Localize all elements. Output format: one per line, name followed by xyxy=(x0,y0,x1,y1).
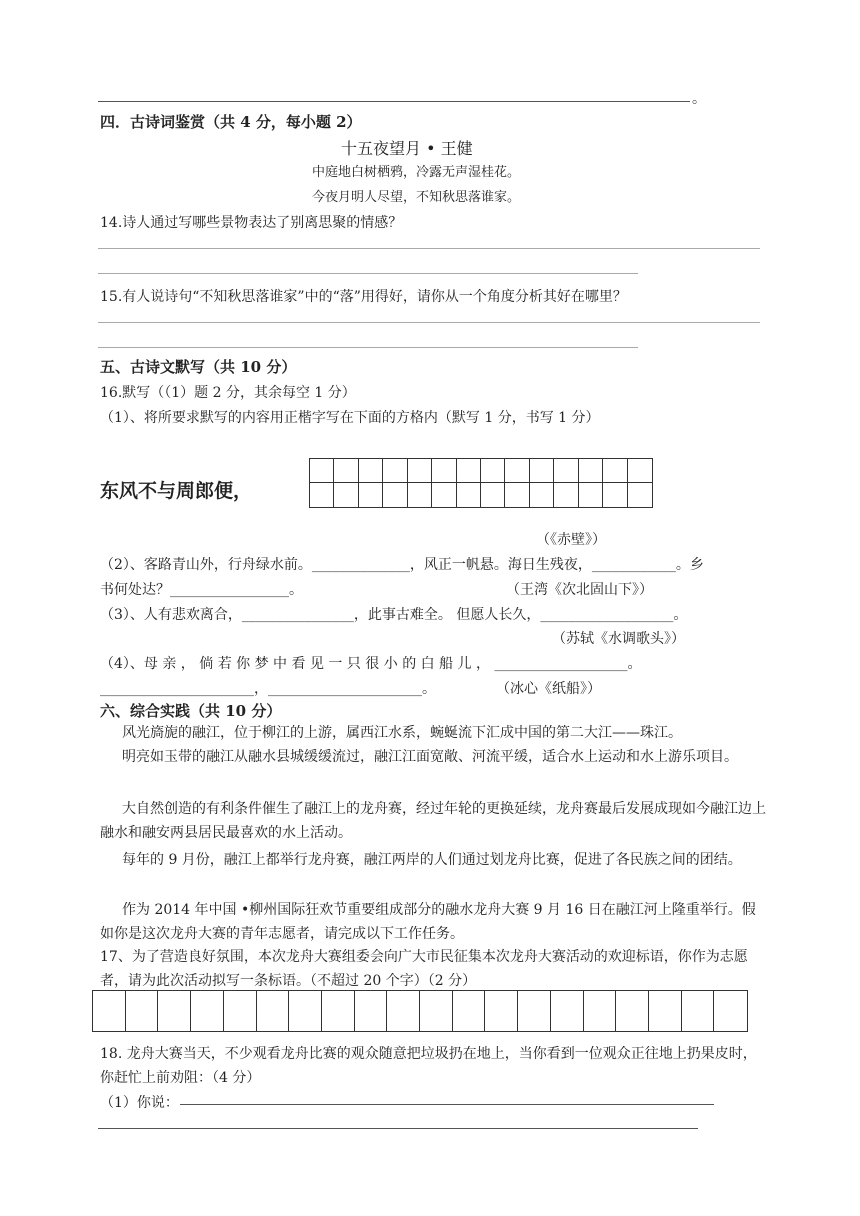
passage-paragraph: 每年的 9 月份，融江上都举行龙舟赛，融江两岸的人们通过划龙舟比赛，促进了各民族之间的团结。 xyxy=(122,852,742,868)
question-16-2-cont: 书何处达？_________________。 xyxy=(100,582,303,598)
answer-line[interactable] xyxy=(98,347,638,348)
poem-source: （苏轼《水调歌头》） xyxy=(552,631,685,647)
question-16: 16.默写（（1）题 2 分，其余每空 1 分） xyxy=(100,385,356,401)
section-heading-5: 五、古诗文默写（共 10 分） xyxy=(100,358,297,376)
poem-line: 中庭地白树栖鸦，冷露无声湿桂花。 xyxy=(312,165,521,180)
section-heading-6: 六、综合实践（共 10 分） xyxy=(100,702,282,720)
question-16-4-cont: ______________________，______________________。 xyxy=(100,681,436,697)
answer-line[interactable] xyxy=(180,1104,714,1105)
dictation-prompt: 东风不与周郎便， xyxy=(100,480,253,502)
poem-title: 十五夜望月 • 王健 xyxy=(341,139,473,158)
poem-line: 今夜月明人尽望，不知秋思落谁家。 xyxy=(312,190,521,205)
poem-source: （《赤壁》） xyxy=(536,532,606,548)
question-16-2: （2）、客路青山外，行舟绿水前。______________，风正一帆悬。海日生残夜，____________。乡 xyxy=(100,557,704,573)
question-17: 17、为了营造良好氛围，本次龙舟大赛组委会向广大市民征集本次龙舟大赛活动的欢迎标语，你作为志愿者，请为此次活动拟写一条标语。（不超过 20 个字）（2 分） xyxy=(100,949,748,989)
line-period: 。 xyxy=(692,91,706,107)
question-15: 15.有人说诗句“不知秋思落谁家”中的“落”用得好，请你从一个角度分析其好在哪里？ xyxy=(100,289,627,305)
passage-paragraph: 风光旖旎的融江，位于柳江的上游，属西江水系，蜿蜒流下汇成中国的第二大江——珠江。 xyxy=(122,725,682,741)
slogan-grid[interactable] xyxy=(92,990,748,1032)
question-16-3: （3）、人有悲欢离合，________________，此事古难全。 但愿人长久，___________________。 xyxy=(100,607,688,623)
passage-paragraph: 大自然创造的有利条件催生了融江上的龙舟赛，经过年轮的更换延续，龙舟赛最后发展成现如今融江边上融水和融安两县居民最喜欢的水上活动。 xyxy=(100,801,766,841)
writing-grid[interactable] xyxy=(309,458,653,508)
answer-line[interactable] xyxy=(98,322,760,323)
answer-line[interactable] xyxy=(98,1128,698,1129)
question-16-1: （1）、将所要求默写的内容用正楷字写在下面的方格内（默写 1 分，书写 1 分） xyxy=(100,410,600,426)
poem-source: （冰心《纸船》） xyxy=(496,681,601,697)
passage-paragraph: 作为 2014 年中国 •柳州国际狂欢节重要组成部分的融水龙舟大赛 9 月 16 日在融江河上隆重举行。假如你是这次龙舟大赛的青年志愿者，请完成以下工作任务。 xyxy=(100,902,756,942)
answer-line[interactable] xyxy=(98,248,760,249)
poem-source: （王湾《次北固山下》） xyxy=(506,582,653,598)
question-16-4: （4）、母 亲 ， 倘 若 你 梦 中 看 见 一 只 很 小 的 白 船 儿 ， ___________________。 xyxy=(100,656,642,672)
question-18-1: （1）你说： xyxy=(100,1095,179,1111)
answer-line[interactable] xyxy=(98,273,638,274)
passage-paragraph: 明亮如玉带的融江从融水县城缓缓流过，融江江面宽敞、河流平缓，适合水上运动和水上游乐项目。 xyxy=(122,749,738,765)
question-14: 14.诗人通过写哪些景物表达了别离思聚的情感？ xyxy=(100,215,403,231)
section-heading-4: 四．古诗词鉴赏（共 4 分，每小题 2） xyxy=(100,113,362,131)
question-18: 18. 龙舟大赛当天，不少观看龙舟比赛的观众随意把垃圾扔在地上，当你看到一位观众正往地上扔果皮时，你赶忙上前劝阻：（4 分） xyxy=(100,1046,757,1086)
answer-line[interactable] xyxy=(98,101,690,102)
